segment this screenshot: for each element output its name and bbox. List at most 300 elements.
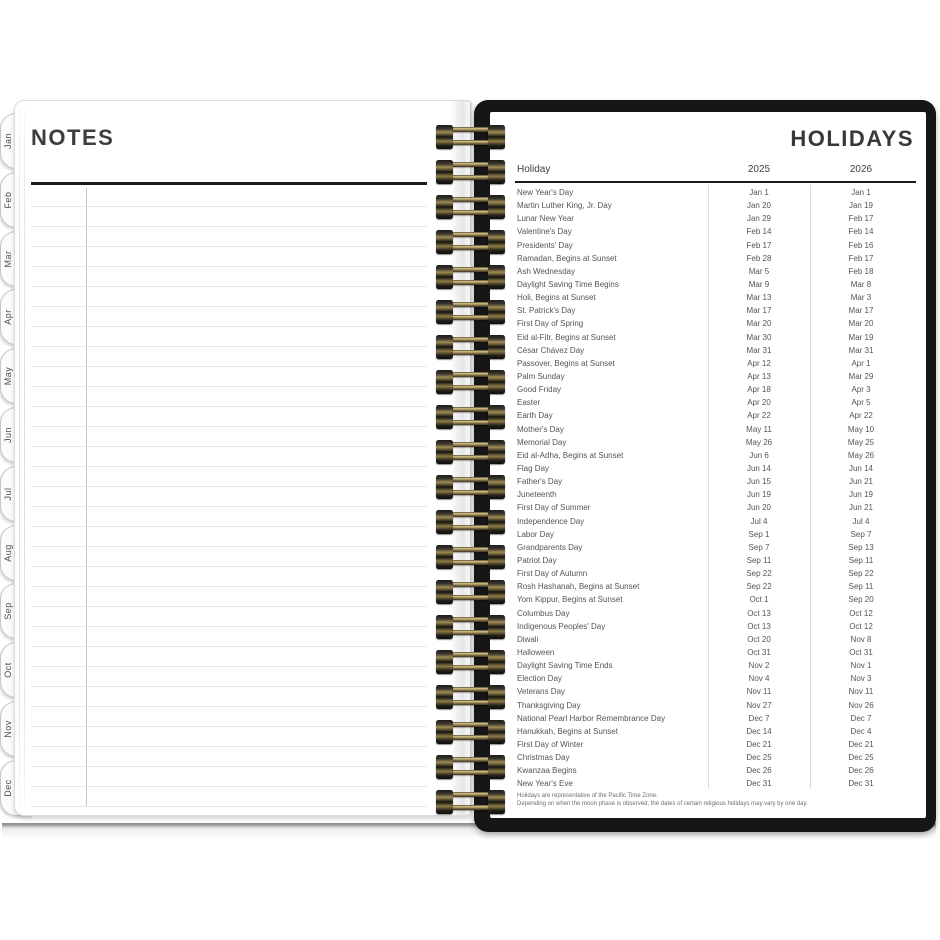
date-2025: Jun 6 xyxy=(749,450,769,460)
ruled-line xyxy=(31,206,427,207)
date-2025: Dec 14 xyxy=(746,726,772,736)
holiday-name: First Day of Winter xyxy=(517,739,584,749)
date-2026: Jan 19 xyxy=(848,201,874,211)
ruled-line xyxy=(31,406,427,407)
date-2026: Jun 21 xyxy=(848,477,874,487)
coil-clip-left xyxy=(436,510,453,534)
coil-clip-left xyxy=(436,440,453,464)
binding-coil xyxy=(436,369,506,395)
holiday-row xyxy=(517,436,912,449)
binding-coil xyxy=(436,684,506,710)
date-2026: Mar 17 xyxy=(848,306,874,316)
date-2026: Oct 12 xyxy=(849,608,873,618)
ruled-line xyxy=(31,806,427,807)
holiday-row xyxy=(517,475,912,488)
column-header-2026: 2026 xyxy=(849,164,873,175)
coil-clip-right xyxy=(488,510,505,534)
coil-clip-left xyxy=(436,125,453,149)
holiday-name: Indigenous Peoples' Day xyxy=(517,621,606,631)
date-2025: Sep 11 xyxy=(746,556,772,565)
ruled-line xyxy=(31,386,427,387)
date-2025: Dec 31 xyxy=(746,779,772,789)
holiday-name: Mother's Day xyxy=(517,424,564,434)
date-2026: Dec 7 xyxy=(850,713,872,723)
footnote-line-1: Holidays are representative of the Pacific Time Zone. xyxy=(517,793,658,799)
date-2025: Jun 15 xyxy=(746,477,772,487)
holiday-row xyxy=(517,777,912,790)
tab-label: Mar xyxy=(3,250,13,268)
holiday-row xyxy=(517,528,912,541)
ruled-line xyxy=(31,766,427,767)
holidays-page-title: HOLIDAYS xyxy=(790,126,914,151)
date-2025: Oct 13 xyxy=(747,621,771,631)
holiday-name: Christmas Day xyxy=(517,753,570,763)
coil-clip-right xyxy=(488,685,505,709)
tab-label: Dec xyxy=(3,779,13,797)
tab-label: Nov xyxy=(3,720,13,738)
ruled-line xyxy=(31,646,427,647)
ruled-line xyxy=(31,706,427,707)
holiday-row xyxy=(517,698,912,711)
date-2025: Jun 20 xyxy=(746,503,772,513)
date-2026: Sep 7 xyxy=(850,529,872,539)
holiday-row xyxy=(517,199,912,212)
column-header-holiday: Holiday xyxy=(517,164,551,175)
holiday-row xyxy=(517,212,912,225)
column-header-2025: 2025 xyxy=(747,164,771,175)
coil-clip-left xyxy=(436,650,453,674)
table-footnote xyxy=(517,793,808,808)
tab-label: May xyxy=(3,366,13,386)
holiday-name: National Pearl Harbor Remembrance Day xyxy=(517,713,666,723)
coil-clip-left xyxy=(436,335,453,359)
date-2026: Apr 1 xyxy=(851,358,871,368)
holiday-name: Palm Sunday xyxy=(517,372,565,382)
coil-clip-left xyxy=(436,300,453,324)
tab-label: Feb xyxy=(3,191,13,209)
date-2025: May 11 xyxy=(746,424,772,434)
holidays-page xyxy=(490,112,926,818)
ruled-line xyxy=(31,726,427,727)
date-2025: Mar 9 xyxy=(748,280,770,290)
date-2026: Mar 20 xyxy=(848,319,874,329)
date-2026: May 10 xyxy=(847,424,875,434)
ruled-line xyxy=(31,366,427,367)
holiday-row xyxy=(517,659,912,672)
binding-coil xyxy=(436,614,506,640)
date-2025: Feb 28 xyxy=(746,253,772,263)
holiday-name: Thanksgiving Day xyxy=(517,700,581,710)
holiday-name: César Chávez Day xyxy=(517,345,585,355)
date-2025: Mar 17 xyxy=(746,306,772,316)
date-2026: Dec 21 xyxy=(848,739,874,749)
notes-page-title: NOTES xyxy=(31,125,115,150)
ruled-line xyxy=(31,266,427,267)
holiday-row xyxy=(517,633,912,646)
holiday-row xyxy=(517,462,912,475)
date-2026: Feb 16 xyxy=(848,240,874,250)
holiday-row xyxy=(517,593,912,606)
coil-clip-left xyxy=(436,405,453,429)
planner-black-cover xyxy=(474,100,936,832)
holiday-name: Good Friday xyxy=(517,385,562,395)
ruled-line xyxy=(31,346,427,347)
coil-clip-right xyxy=(488,615,505,639)
date-2026: Mar 8 xyxy=(850,280,872,290)
holiday-row xyxy=(517,725,912,738)
tab-label: Oct xyxy=(3,662,13,678)
ruled-line xyxy=(31,486,427,487)
coil-clip-right xyxy=(488,405,505,429)
coil-clip-right xyxy=(488,440,505,464)
binding-coil xyxy=(436,754,506,780)
date-2026: May 26 xyxy=(847,450,875,460)
date-2025: Nov 4 xyxy=(748,674,770,684)
holiday-name: Holi, Begins at Sunset xyxy=(517,293,596,303)
holiday-row xyxy=(517,751,912,764)
holiday-name: First Day of Autumn xyxy=(517,569,588,579)
holiday-name: Election Day xyxy=(517,674,562,684)
holiday-name: Independence Day xyxy=(517,516,585,526)
holiday-row xyxy=(517,488,912,501)
ruled-line xyxy=(31,326,427,327)
coil-clip-left xyxy=(436,475,453,499)
date-2026: Apr 3 xyxy=(851,385,871,395)
tab-label: Jun xyxy=(3,427,13,444)
coil-clip-left xyxy=(436,195,453,219)
date-2026: Dec 4 xyxy=(850,726,872,736)
holiday-row xyxy=(517,501,912,514)
ruled-line xyxy=(31,546,427,547)
tab-label: Jul xyxy=(3,487,13,501)
ruled-line xyxy=(31,226,427,227)
date-2026: Nov 26 xyxy=(848,700,874,710)
ruled-line xyxy=(31,606,427,607)
holiday-name: Presidents' Day xyxy=(517,240,573,250)
date-2025: Jan 20 xyxy=(746,201,772,211)
date-2025: Apr 20 xyxy=(747,398,771,408)
holiday-row xyxy=(517,423,912,436)
tab-label: Apr xyxy=(3,309,13,326)
holiday-row xyxy=(517,239,912,252)
holiday-name: Halloween xyxy=(517,647,555,657)
date-2026: Nov 11 xyxy=(848,687,874,697)
coil-clip-left xyxy=(436,580,453,604)
coil-clip-right xyxy=(488,195,505,219)
date-2026: Mar 29 xyxy=(848,372,874,382)
coil-clip-left xyxy=(436,685,453,709)
date-2025: Mar 13 xyxy=(746,293,772,303)
tab-label: Sep xyxy=(3,602,13,621)
holiday-name: Ash Wednesday xyxy=(517,266,576,276)
date-2026: Nov 8 xyxy=(850,634,872,644)
coil-clip-left xyxy=(436,265,453,289)
coil-clip-right xyxy=(488,545,505,569)
coil-clip-left xyxy=(436,615,453,639)
date-2025: Oct 13 xyxy=(747,608,771,618)
date-2025: Jan 1 xyxy=(749,188,769,198)
coil-clip-right xyxy=(488,580,505,604)
holiday-name: Veterans Day xyxy=(517,687,566,697)
binding-coil xyxy=(436,194,506,220)
date-2025: Mar 31 xyxy=(746,345,772,355)
binding-coil xyxy=(436,124,506,150)
ruled-line xyxy=(31,666,427,667)
date-2025: Mar 20 xyxy=(746,319,772,329)
date-2026: Mar 19 xyxy=(848,332,874,342)
date-2025: Apr 22 xyxy=(747,411,771,421)
date-2025: Nov 27 xyxy=(746,700,772,710)
ruled-line xyxy=(31,746,427,747)
tab-label: Jan xyxy=(3,133,13,150)
date-2025: Oct 31 xyxy=(747,647,771,657)
date-2025: Oct 1 xyxy=(749,595,769,605)
holiday-name: St. Patrick's Day xyxy=(517,306,576,316)
holiday-row xyxy=(517,344,912,357)
date-2025: Oct 20 xyxy=(747,634,771,644)
coil-clip-right xyxy=(488,790,505,814)
holiday-row xyxy=(517,252,912,265)
holiday-name: Hanukkah, Begins at Sunset xyxy=(517,726,618,736)
binding-coil xyxy=(436,264,506,290)
date-2025: Sep 7 xyxy=(748,542,770,552)
date-2026: Dec 31 xyxy=(848,779,874,789)
holiday-row xyxy=(517,672,912,685)
holiday-name: Earth Day xyxy=(517,411,553,421)
date-2026: Jun 14 xyxy=(848,464,874,474)
holiday-row xyxy=(517,370,912,383)
coil-clip-left xyxy=(436,370,453,394)
binding-coil xyxy=(436,439,506,465)
holiday-row xyxy=(517,291,912,304)
holiday-name: Ramadan, Begins at Sunset xyxy=(517,253,617,263)
coil-clip-left xyxy=(436,790,453,814)
ruled-line xyxy=(31,626,427,627)
date-2026: Apr 5 xyxy=(851,398,871,408)
date-2025: Apr 13 xyxy=(747,372,771,382)
date-2025: Jul 4 xyxy=(750,516,768,526)
ruled-line xyxy=(31,286,427,287)
binding-coil xyxy=(436,719,506,745)
date-2026: Mar 3 xyxy=(850,293,872,303)
holiday-row xyxy=(517,607,912,620)
coil-clip-right xyxy=(488,475,505,499)
holiday-name: Yom Kippur, Begins at Sunset xyxy=(517,595,623,605)
date-2026: Nov 1 xyxy=(850,661,872,671)
holiday-name: Juneteenth xyxy=(517,490,557,500)
binding-coil xyxy=(436,299,506,325)
holiday-row xyxy=(517,304,912,317)
holiday-row xyxy=(517,738,912,751)
date-2026: Feb 18 xyxy=(848,266,874,276)
holiday-row xyxy=(517,331,912,344)
holiday-row xyxy=(517,620,912,633)
date-2026: Dec 26 xyxy=(848,766,874,776)
date-2026: Oct 12 xyxy=(849,621,873,631)
holiday-name: First Day of Spring xyxy=(517,319,584,329)
coil-clip-right xyxy=(488,720,505,744)
binding-coil xyxy=(436,509,506,535)
date-2026: Sep 11 xyxy=(848,556,874,565)
binding-coil xyxy=(436,474,506,500)
date-2026: Jun 21 xyxy=(848,503,874,513)
coil-clip-right xyxy=(488,230,505,254)
date-2025: Dec 26 xyxy=(746,766,772,776)
ruled-line xyxy=(31,246,427,247)
holiday-name: Diwali xyxy=(517,634,539,644)
holiday-table xyxy=(517,186,912,790)
ruled-line xyxy=(31,586,427,587)
holiday-name: Father's Day xyxy=(517,477,563,487)
date-2026: Jul 4 xyxy=(852,516,870,526)
holiday-row xyxy=(517,449,912,462)
page-stack-edge xyxy=(24,107,25,809)
ruled-line xyxy=(31,426,427,427)
date-2026: Feb 14 xyxy=(848,227,874,237)
ruled-line xyxy=(31,686,427,687)
date-2025: Jun 14 xyxy=(746,464,772,474)
coil-clip-left xyxy=(436,545,453,569)
ruled-line xyxy=(31,506,427,507)
holiday-name: Daylight Saving Time Ends xyxy=(517,661,613,671)
date-2025: Nov 2 xyxy=(748,661,770,671)
holiday-row xyxy=(517,357,912,370)
date-2026: Feb 17 xyxy=(848,253,874,263)
coil-clip-right xyxy=(488,335,505,359)
notes-header-rule xyxy=(31,182,427,185)
notes-margin-line xyxy=(86,188,87,806)
coil-clip-right xyxy=(488,160,505,184)
coil-clip-right xyxy=(488,125,505,149)
coil-clip-right xyxy=(488,650,505,674)
binding-coil xyxy=(436,579,506,605)
date-2025: Apr 12 xyxy=(747,358,771,368)
ruled-line xyxy=(31,306,427,307)
holiday-row xyxy=(517,554,912,567)
holiday-name: Easter xyxy=(517,398,541,408)
holiday-row xyxy=(517,265,912,278)
coil-clip-left xyxy=(436,160,453,184)
date-2026: Sep 13 xyxy=(848,542,874,552)
holiday-row xyxy=(517,580,912,593)
binding-coil xyxy=(436,334,506,360)
holiday-name: Martin Luther King, Jr. Day xyxy=(517,201,612,211)
date-2025: Dec 7 xyxy=(748,713,770,723)
holiday-name: Labor Day xyxy=(517,529,554,539)
date-2025: Mar 30 xyxy=(746,332,772,342)
date-2026: Dec 25 xyxy=(848,753,874,763)
date-2026: Feb 17 xyxy=(848,214,874,224)
holiday-name: Valentine's Day xyxy=(517,227,572,237)
holiday-name: New Year's Eve xyxy=(517,779,573,789)
holiday-row xyxy=(517,764,912,777)
binding-coil xyxy=(436,404,506,430)
date-2025: Sep 22 xyxy=(746,569,772,579)
date-2026: Jun 19 xyxy=(848,490,874,500)
holiday-name: Eid al-Adha, Begins at Sunset xyxy=(517,450,624,460)
holiday-row xyxy=(517,225,912,238)
ruled-line xyxy=(31,786,427,787)
date-2026: May 25 xyxy=(847,437,875,447)
date-2025: Sep 1 xyxy=(748,529,770,539)
holiday-row xyxy=(517,567,912,580)
date-2026: Sep 20 xyxy=(848,595,874,605)
table-header-rule xyxy=(515,181,916,183)
footnote-line-2: Depending on when the moon phase is observed, the dates of certain religious holidays may vary by one day. xyxy=(517,800,808,807)
holiday-row xyxy=(517,515,912,528)
binding-coil xyxy=(436,789,506,815)
date-2026: Nov 3 xyxy=(850,674,872,684)
binding-coil xyxy=(436,229,506,255)
holiday-row xyxy=(517,712,912,725)
holiday-row xyxy=(517,541,912,554)
coil-clip-right xyxy=(488,300,505,324)
date-2026: Sep 11 xyxy=(848,582,874,592)
date-2026: Oct 31 xyxy=(849,647,873,657)
holiday-row xyxy=(517,278,912,291)
date-2026: Mar 31 xyxy=(848,345,874,355)
date-2025: Dec 21 xyxy=(746,739,772,749)
date-2026: Jan 1 xyxy=(851,188,871,198)
date-2025: Jun 19 xyxy=(746,490,772,500)
holiday-name: Grandparents Day xyxy=(517,542,583,552)
date-2025: Feb 14 xyxy=(746,227,772,237)
holiday-row xyxy=(517,685,912,698)
date-2025: Apr 18 xyxy=(747,385,771,395)
date-2025: Nov 11 xyxy=(746,687,772,697)
coil-clip-left xyxy=(436,755,453,779)
coil-clip-right xyxy=(488,265,505,289)
coil-clip-left xyxy=(436,230,453,254)
holiday-name: First Day of Summer xyxy=(517,503,591,513)
holiday-name: Kwanzaa Begins xyxy=(517,766,577,776)
ruled-line xyxy=(31,566,427,567)
holiday-name: Eid al-Fitr, Begins at Sunset xyxy=(517,332,616,342)
holiday-row xyxy=(517,317,912,330)
holiday-name: Passover, Begins at Sunset xyxy=(517,358,615,368)
holiday-name: New Year's Day xyxy=(517,188,574,198)
coil-clip-right xyxy=(488,370,505,394)
holiday-name: Rosh Hashanah, Begins at Sunset xyxy=(517,582,640,592)
date-2026: Sep 22 xyxy=(848,569,874,579)
holiday-name: Flag Day xyxy=(517,464,550,474)
date-2025: May 26 xyxy=(745,437,773,447)
page-stack-edge xyxy=(19,107,20,809)
ruled-line xyxy=(31,526,427,527)
holiday-name: Daylight Saving Time Begins xyxy=(517,280,619,290)
date-2025: Dec 25 xyxy=(746,753,772,763)
coil-clip-left xyxy=(436,720,453,744)
date-2025: Jan 29 xyxy=(746,214,772,224)
binding-coil xyxy=(436,649,506,675)
binding-coil xyxy=(436,159,506,185)
holiday-row xyxy=(517,396,912,409)
holiday-row xyxy=(517,186,912,199)
holiday-name: Memorial Day xyxy=(517,437,567,447)
date-2025: Feb 17 xyxy=(746,240,772,250)
holiday-row xyxy=(517,646,912,659)
holiday-name: Lunar New Year xyxy=(517,214,574,224)
ruled-line xyxy=(31,446,427,447)
holiday-row xyxy=(517,383,912,396)
date-2025: Mar 5 xyxy=(748,266,770,276)
holiday-name: Patriot Day xyxy=(517,556,557,565)
coil-clip-right xyxy=(488,755,505,779)
holiday-row xyxy=(517,409,912,422)
date-2025: Sep 22 xyxy=(746,582,772,592)
holiday-name: Columbus Day xyxy=(517,608,570,618)
notes-page xyxy=(14,100,472,816)
